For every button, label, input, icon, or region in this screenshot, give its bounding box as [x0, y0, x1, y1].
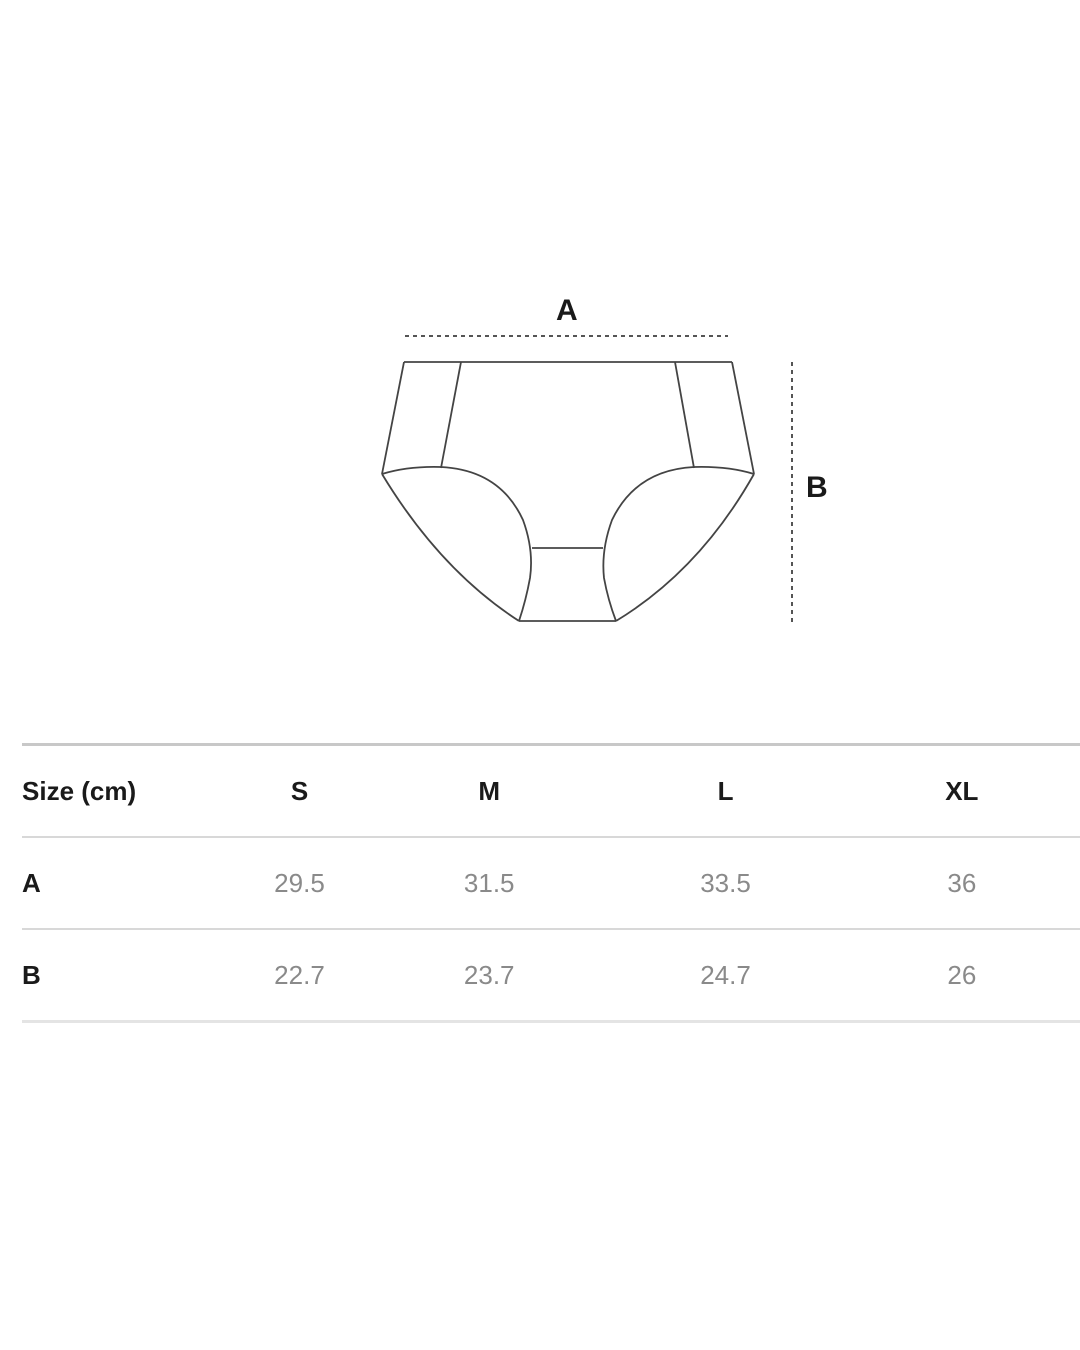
table-cell: 22.7	[274, 959, 325, 990]
row-label-a: A	[22, 867, 41, 898]
row-label-b: B	[22, 959, 41, 990]
dimension-b-label: B	[806, 471, 828, 504]
size-column-s: S	[290, 775, 309, 806]
size-column-xl: XL	[945, 775, 979, 806]
dimension-a-label: A	[556, 294, 578, 327]
table-row	[22, 930, 1080, 1023]
table-cell: 26	[947, 959, 977, 990]
size-column-l: L	[717, 775, 734, 806]
size-column-m: M	[478, 775, 501, 806]
table-cell: 29.5	[274, 867, 325, 898]
table-cell: 33.5	[700, 867, 751, 898]
briefs-shape	[382, 362, 754, 621]
size-chart-table	[22, 743, 1080, 1023]
table-row	[22, 838, 1080, 930]
header-label: Size (cm)	[22, 775, 137, 806]
table-cell: 36	[947, 867, 977, 898]
table-cell: 24.7	[700, 959, 751, 990]
table-cell: 23.7	[463, 959, 515, 990]
table-cell: 31.5	[463, 867, 515, 898]
table-header-row	[22, 746, 1080, 838]
